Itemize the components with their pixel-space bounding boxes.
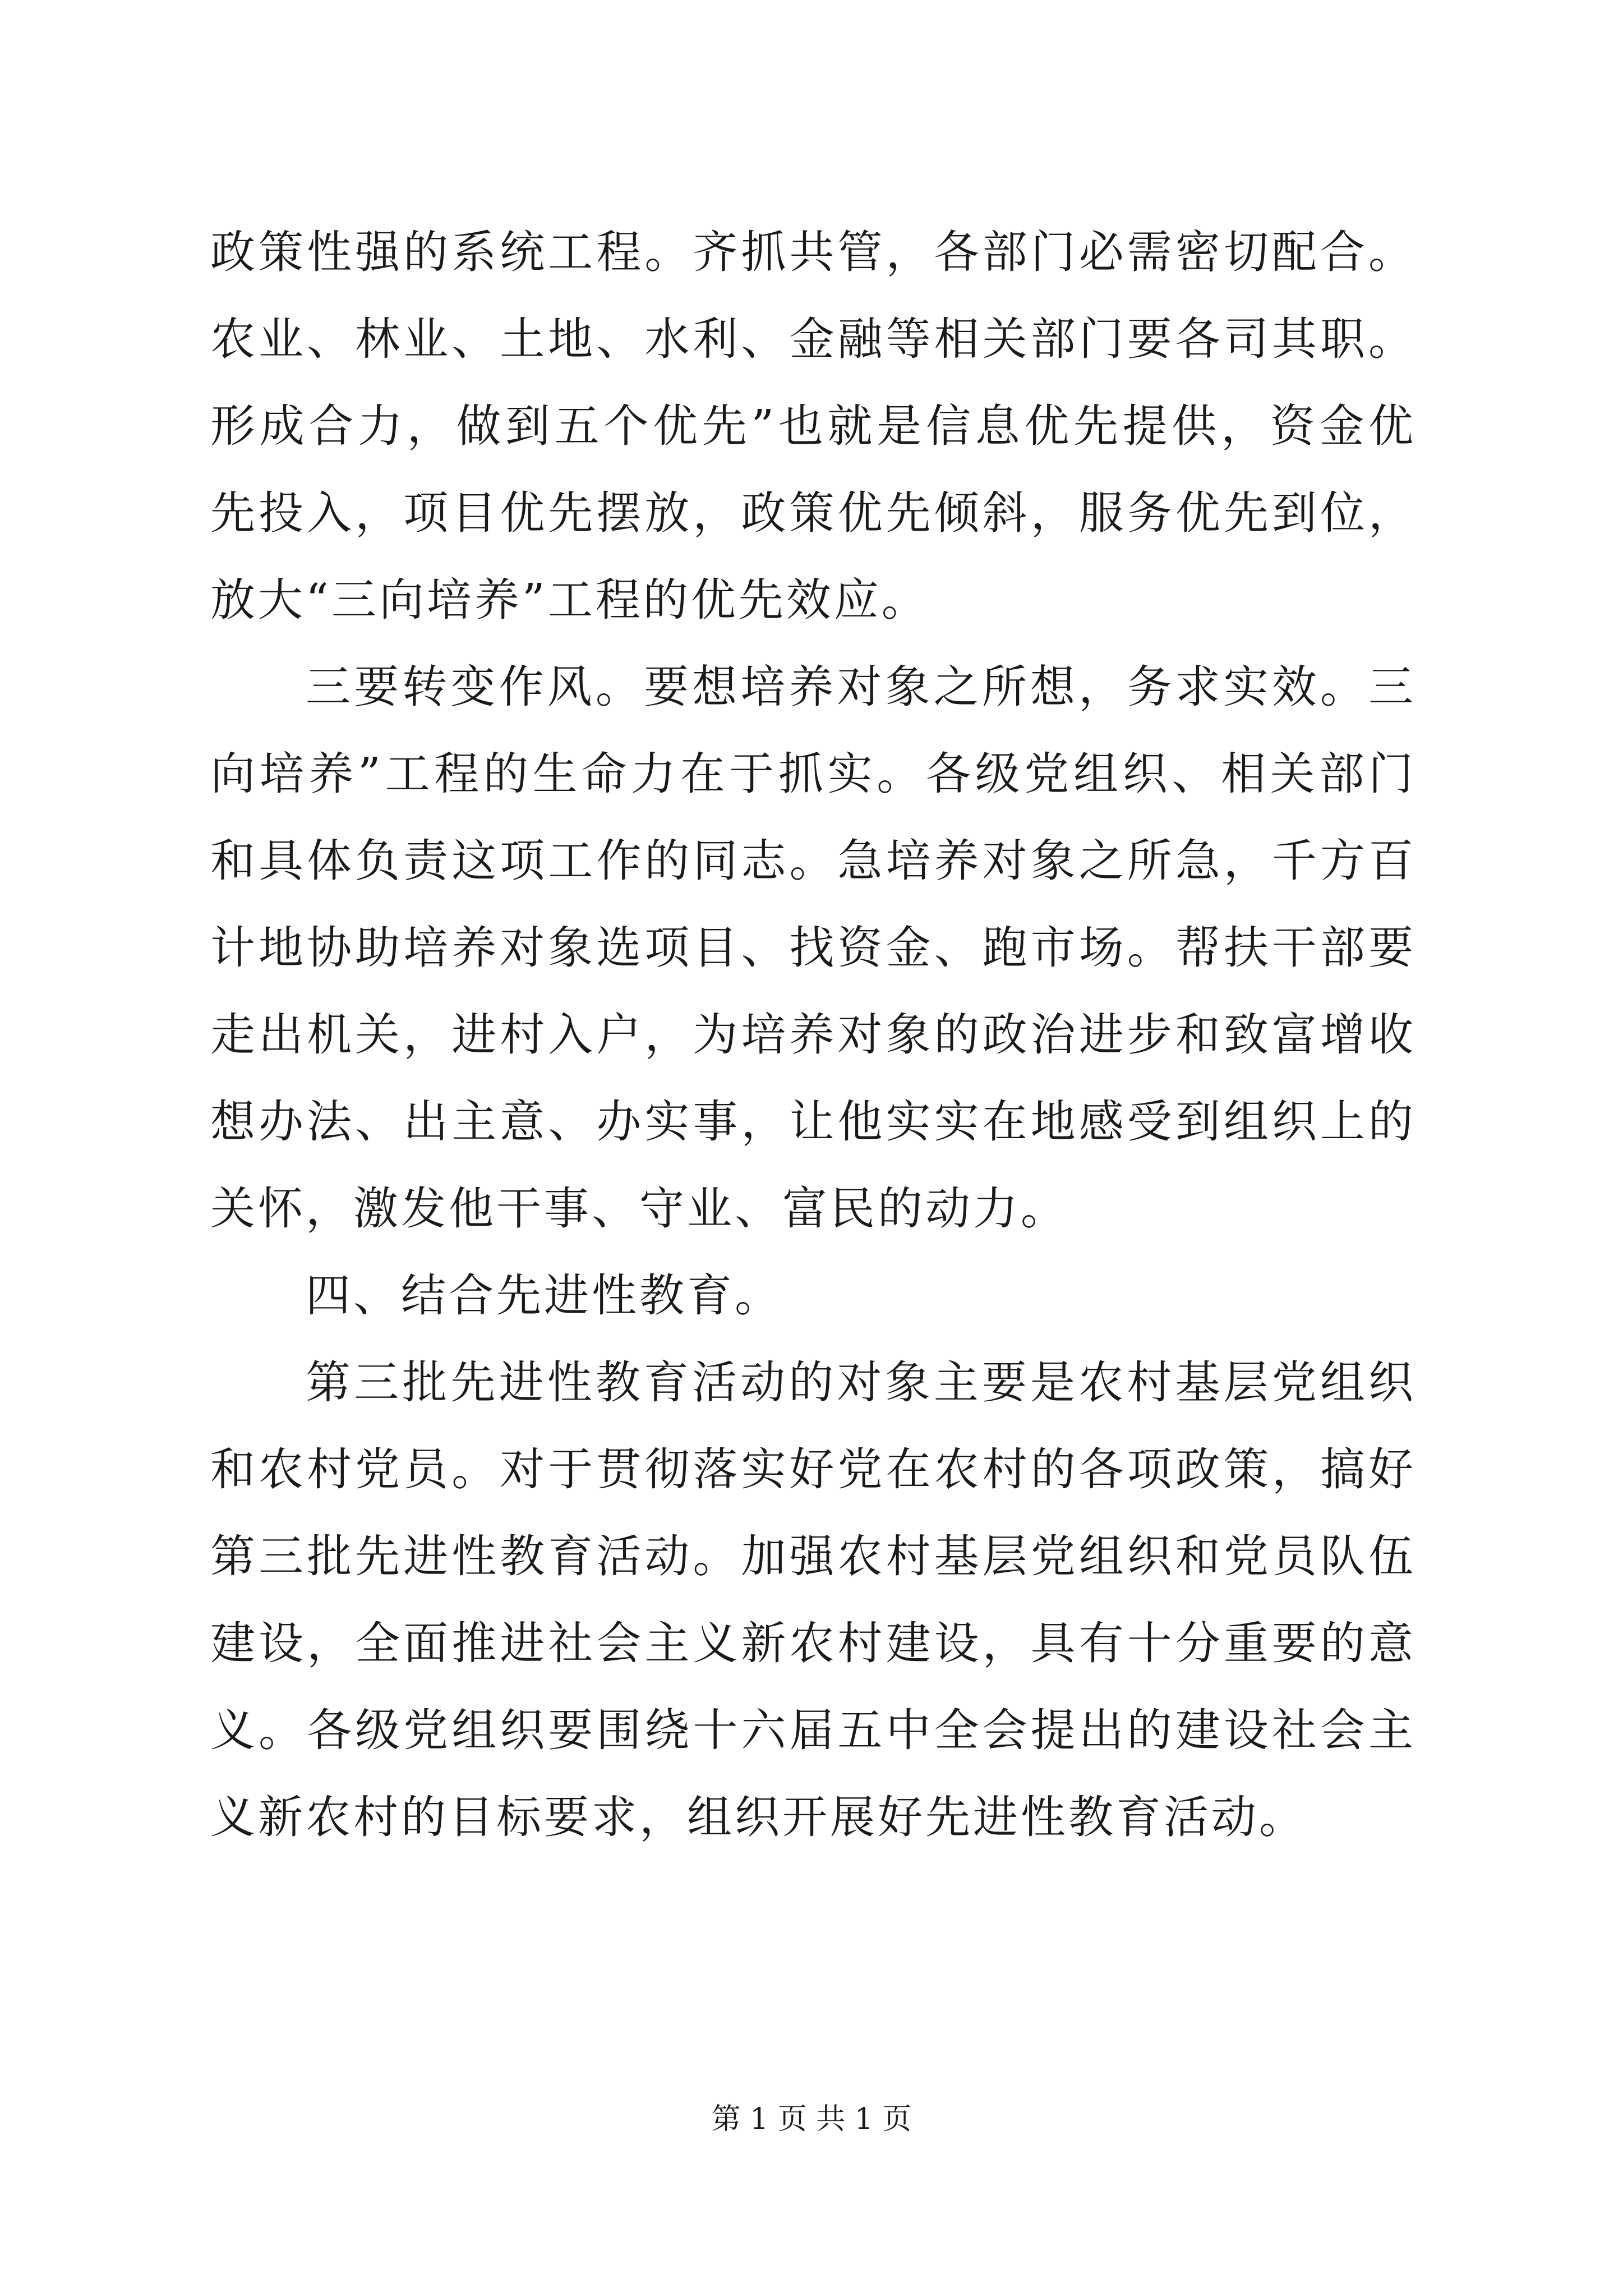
page-footer: 第 1 页 共 1 页 <box>711 2102 912 2136</box>
paragraph-4: 第三批先进性教育活动的对象主要是农村基层党组织和农村党员。对于贯彻落实好党在农村的各项政策，搞好第三批先进性教育活动。加强农村基层党组织和党员队伍建设，全面推进社会主义新农村建设，具有十分重要的意义。各级党组织要围绕十六届五中全会提出的建设社会主义新农村的目标要求，组织开展好先进性教育活动。 <box>210 1356 1416 1843</box>
document-body <box>210 209 1416 1861</box>
paragraph-3-heading: 四、结合先进性教育。 <box>306 1269 782 1322</box>
paragraph-2: 三要转变作风。要想培养对象之所想，务求实效。三向培养”工程的生命力在于抓实。各级党组织、相关部门和具体负责这项工作的同志。急培养对象之所急，千方百计地协助培养对象选项目、找资金、跑市场。帮扶干部要走出机关，进村入户，为培养对象的政治进步和致富增收想办法、出主意、办实事，让他实实在地感受到组织上的关怀，激发他干事、守业、富民的动力。 <box>210 661 1416 1235</box>
paragraph-1: 政策性强的系统工程。齐抓共管，各部门必需密切配合。农业、林业、土地、水利、金融等相关部门要各司其职。形成合力，做到五个优先”也就是信息优先提供，资金优先投入，项目优先摆放，政策优先倾斜，服务优先到位，放大“三向培养”工程的优先效应。 <box>210 226 1416 626</box>
